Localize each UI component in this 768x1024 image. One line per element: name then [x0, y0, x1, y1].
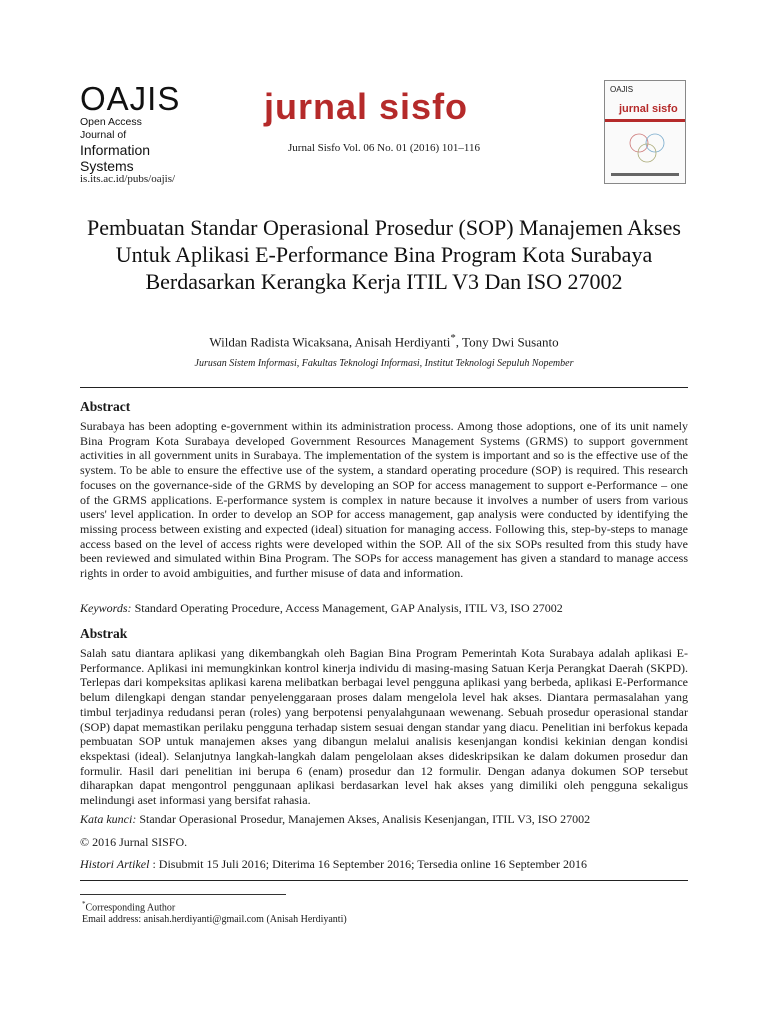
oajis-url[interactable]: is.its.ac.id/pubs/oajis/ [80, 173, 176, 185]
cover-brand: jurnal sisfo [619, 103, 678, 115]
author-list [80, 332, 688, 350]
history-label: Histori Artikel [80, 857, 150, 871]
footnote-email: Email address: anisah.herdiyanti@gmail.com (Anisah Herdiyanti) [82, 914, 347, 925]
kata-kunci-line [80, 812, 688, 827]
oajis-logo-line: Open Access [80, 116, 142, 128]
cover-diagram-icon [623, 129, 671, 165]
abstrak-heading: Abstrak [80, 626, 128, 641]
corresponding-mark: * [450, 332, 456, 344]
journal-reference: Jurnal Sisfo Vol. 06 No. 01 (2016) 101–116 [288, 142, 480, 154]
journal-header [0, 0, 768, 200]
jurnal-sisfo-logo: jurnal sisfo [264, 86, 469, 127]
footnote-mark: * [82, 900, 86, 908]
keywords-label: Keywords: [80, 601, 132, 615]
oajis-logo-line: Systems [80, 158, 134, 174]
authors-tail: , Tony Dwi Susanto [455, 334, 559, 350]
cover-footer-bar [611, 173, 679, 176]
copyright: © 2016 Jurnal SISFO. [80, 835, 188, 849]
oajis-logo-line: Journal of [80, 129, 127, 141]
footnote-corresponding [82, 900, 175, 913]
kata-kunci-value: Standar Operasional Prosedur, Manajemen Akses, Analisis Kesenjangan, ITIL V3, ISO 27002 [139, 812, 591, 826]
abstract-text: Surabaya has been adopting e-government within its administration process. Among those adoptions, one of its unit namely Bina Program Kota Surabaya developed Government Resources Management Systems (GRMS) to support government activities in all government units in Surabaya. The implementation of the system is important and so is the effective use of the system. To be able to ensure the effective use of the system, a standard operating procedure (SOP) is required. This research focuses on the governance-side of the GRMS by developing an SOP for access management to support e-Performance – one of the GRMS applications. E-performance system is complex in nature because it involves a number of users from various users' level application. In order to develop an SOP for access management, gap analysis were conducted by identifying the missing process between existing and expected (ideal) situation for managing access. Following this, step-by-steps to manage access based on the level of access rights were developed within the SOP. All of the six SOPs resulted from this study have been reviewed and simulated within Bina Program. The SOPs for access management has given a standard to manage access rights in order to avoid ambiguities, and further misuse of data and information. [80, 419, 688, 581]
keywords-value: Standard Operating Procedure, Access Management, GAP Analysis, ITIL V3, ISO 27002 [134, 601, 563, 615]
oajis-logo-line: Information [80, 142, 151, 158]
oajis-logo [80, 82, 200, 174]
kata-kunci-label: Kata kunci: [80, 812, 137, 826]
divider-bottom [80, 880, 688, 881]
cover-strip [605, 119, 685, 122]
abstract-heading: Abstract [80, 399, 131, 414]
article-history [80, 857, 688, 872]
history-value: : Disubmit 15 Juli 2016; Diterima 16 September 2016; Tersedia online 16 September 2016 [152, 857, 587, 871]
footnote-corresponding-text: Corresponding Author [85, 902, 176, 914]
journal-cover-thumbnail [604, 80, 686, 184]
cover-logo: OAJIS [610, 85, 634, 94]
abstrak-text: Salah satu diantara aplikasi yang dikembangkah oleh Bagian Bina Program Pemerintah Kota Surabaya adalah aplikasi E-Performance. Aplikasi ini memungkinkan kontrol kinerja individu di masing-masing Satuan Kerja Perangkat Daerah (SKPD). Terlepas dari kompeksitas aplikasi karena melibatkan berbagai level pengguna aplikasi yang berbeda, aplikasi E-Performance belum dilengkapi dengan standar penyelenggaraan proses dalam mengelola level hak akses. Diantara permasalahan yang timbul terjadinya redudansi peran (roles) yang berpotensi penyalahgunaan wewenang. Sebuah prosedur operasional standar (SOP) dapat memastikan perilaku pengguna terhadap sistem sesuai dengan standar yang diacu. Penelitian ini berfokus kepada pembuatan SOP untuk manajemen akses yang dibangun melalui analisis kesenjangan kondisi kekinian dengan kondisi ekspektasi (ideal). Selanjutnya langkah-langkah dalam pengelolaan akses dideskripsikan ke dalam dokumen prosedur dan formulir. Hasil dari penelitian ini berupa 6 (enam) prosedur dan 12 formulir. Dengan adanya dokumen SOP tersebut diharapkan dapat mengontrol penggunaan aplikasi berdasarkan level hak akses yang dimiliki oleh pengguna sekaligus melindungi aset informasi yang bersifat rahasia. [80, 646, 688, 808]
keywords-line [80, 601, 688, 616]
footnote-rule [80, 894, 286, 895]
oajis-logo-word: OAJIS [80, 80, 181, 117]
authors-lead: Wildan Radista Wicaksana, Anisah Herdiyanti [209, 334, 451, 350]
divider-top [80, 387, 688, 388]
affiliation: Jurusan Sistem Informasi, Fakultas Teknologi Informasi, Institut Teknologi Sepuluh Nopember [194, 358, 574, 369]
paper-title: Pembuatan Standar Operasional Prosedur (SOP) Manajemen Akses Untuk Aplikasi E-Performance Bina Program Kota Surabaya Berdasarkan Kerangka Kerja ITIL V3 Dan ISO 27002 [87, 215, 681, 294]
